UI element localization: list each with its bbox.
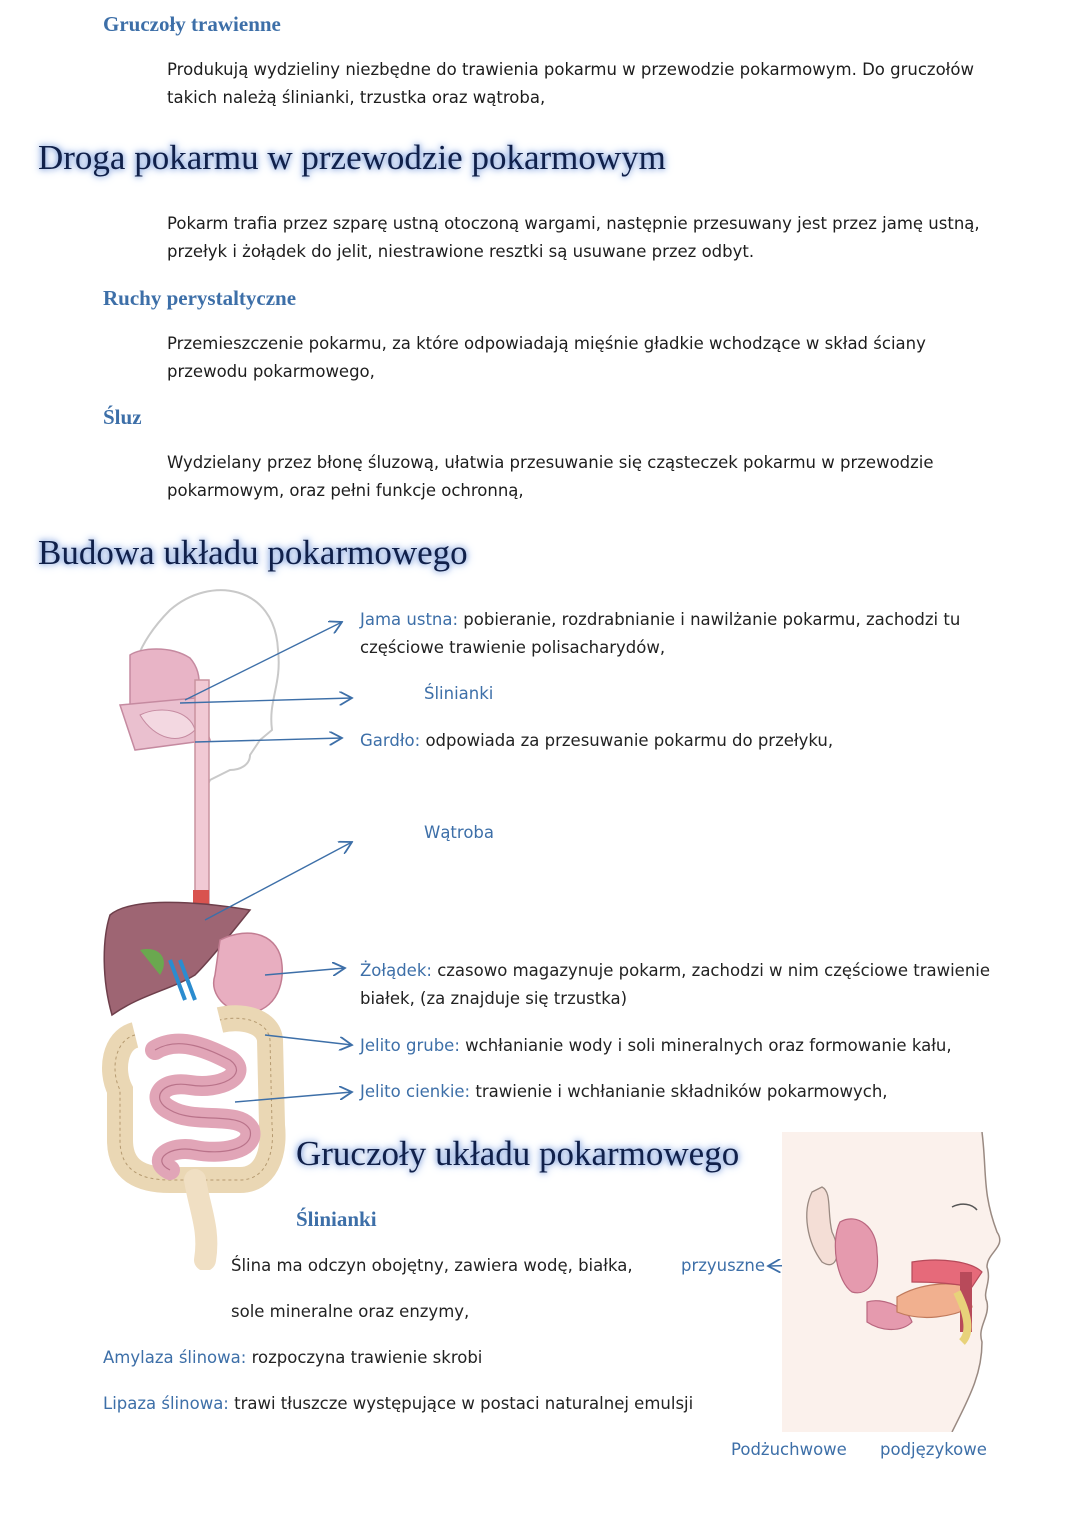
glands-heading: Gruczoły trawienne xyxy=(103,12,281,36)
amylase-desc: rozpoczyna trawienie skrobi xyxy=(246,1348,483,1367)
food-path-heading: Droga pokarmu w przewodzie pokarmowym xyxy=(38,138,666,177)
small-intestine-name: Jelito cienkie: xyxy=(360,1082,471,1101)
submandibular-label: Podżuchwowe xyxy=(731,1440,847,1459)
mouth-name: Jama ustna: xyxy=(360,610,459,629)
liver-label: Wątroba xyxy=(424,823,494,842)
large-intestine-name: Jelito grube: xyxy=(360,1036,460,1055)
salivary-subheading: Ślinianki xyxy=(296,1207,377,1231)
amylase-name: Amylaza ślinowa: xyxy=(103,1348,247,1367)
mouth-label xyxy=(360,606,980,662)
amylase-line xyxy=(103,1344,482,1372)
glands-text: Produkują wydzieliny niezbędne do trawienia pokarmu w przewodzie pokarmowym. Do gruczołów takich należą ślinianki, trzustka oraz wątroba, xyxy=(167,60,974,107)
saliva-line-2: sole mineralne oraz enzymy, xyxy=(231,1302,470,1321)
salivary-label: Ślinianki xyxy=(424,684,494,703)
large-intestine-desc: wchłanianie wody i soli mineralnych oraz formowanie kału, xyxy=(459,1036,952,1055)
lipase-name: Lipaza ślinowa: xyxy=(103,1394,229,1413)
mouth-desc: pobieranie, rozdrabnianie i nawilżanie pokarmu, zachodzi tu częściowe trawienie polisacharydów, xyxy=(360,610,961,657)
stomach-name: Żołądek: xyxy=(360,961,432,980)
stomach-label xyxy=(360,957,1000,1013)
salivary-glands-illustration xyxy=(782,1132,1022,1432)
glands-section-heading: Gruczoły układu pokarmowego xyxy=(296,1134,740,1173)
parotid-label: przyuszne xyxy=(681,1256,766,1275)
mucus-heading: Śluz xyxy=(103,405,142,429)
small-intestine-label xyxy=(360,1078,888,1106)
lipase-line xyxy=(103,1390,693,1418)
lipase-desc: trawi tłuszcze występujące w postaci naturalnej emulsji xyxy=(228,1394,694,1413)
throat-name: Gardło: xyxy=(360,731,421,750)
stomach-desc: czasowo magazynuje pokarm, zachodzi w nim częściowe trawienie białek, (za znajduje się trzustka) xyxy=(360,961,991,1008)
structure-heading: Budowa układu pokarmowego xyxy=(38,533,468,572)
throat-label xyxy=(360,727,833,755)
peristalsis-text: Przemieszczenie pokarmu, za które odpowiadają mięśnie gładkie wchodzące w skład ściany przewodu pokarmowego, xyxy=(167,334,926,381)
sublingual-label: podjęzykowe xyxy=(880,1440,987,1459)
mucus-text: Wydzielany przez błonę śluzową, ułatwia przesuwanie się cząsteczek pokarmu w przewodzie pokarmowym, oraz pełni funkcje ochronną, xyxy=(167,453,934,500)
small-intestine-desc: trawienie i wchłanianie składników pokarmowych, xyxy=(470,1082,888,1101)
food-path-text: Pokarm trafia przez szparę ustną otoczoną wargami, następnie przesuwany jest przez jamę ustną, przełyk i żołądek do jelit, niestrawione resztki są usuwane przez odbyt. xyxy=(167,214,980,261)
throat-desc: odpowiada za przesuwanie pokarmu do przełyku, xyxy=(420,731,834,750)
peristalsis-heading: Ruchy perystaltyczne xyxy=(103,286,297,310)
saliva-line-1: Ślina ma odczyn obojętny, zawiera wodę, białka, xyxy=(231,1256,633,1275)
large-intestine-label xyxy=(360,1032,952,1060)
